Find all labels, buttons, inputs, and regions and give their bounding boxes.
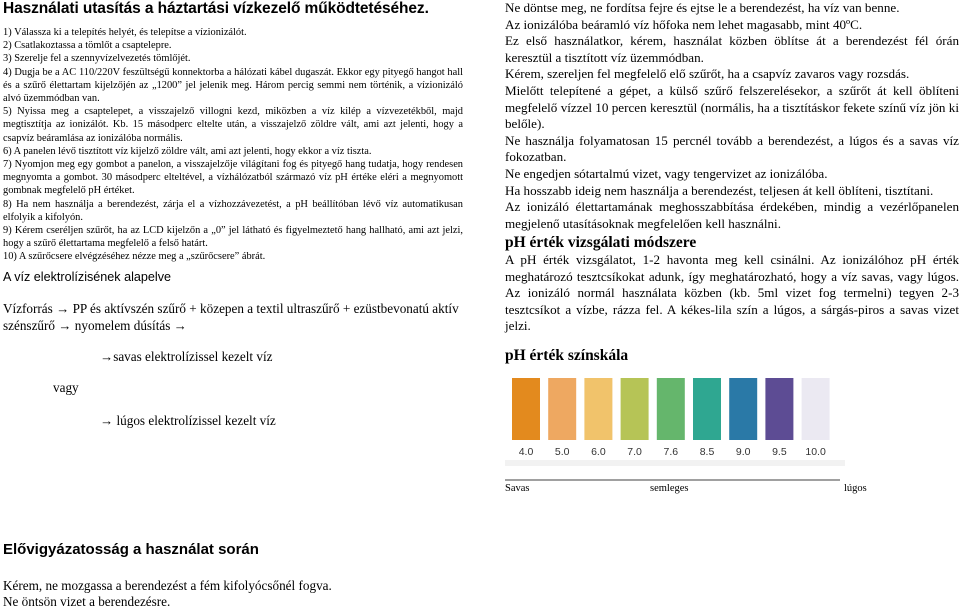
- step-item: 1) Válassza ki a telepítés helyét, és telepítse a vízionizálót.: [3, 27, 247, 38]
- ph-color-bar: [657, 378, 685, 440]
- or-text: vagy: [53, 380, 79, 395]
- filtration-flow: Vízforrás → PP és aktívszén szűrő + közepen a textil ultraszűrő + ezüstbevonatú aktív szénszűrő → nyomelem dúsítás →: [3, 301, 459, 333]
- note-paragraph: Mielőtt telepítené a gépet, a külső szűrő felszerelésekor, a szűrőt át kell öblíteni megfelelő vízzel 10 percen keresztül (normális, ha a tisztításkor fekete színű víz jön ki belőle).: [505, 82, 959, 132]
- acid-label: Savas: [505, 483, 530, 494]
- ph-color-bar: [512, 378, 540, 440]
- scale-baseline: [505, 460, 845, 466]
- step-item: 10) A szűrőcsere elvégzéséhez nézze meg a „szűrőcsere” ábrát.: [3, 251, 266, 263]
- electrolysis-heading: A víz elektrolízisének alapelve: [3, 270, 172, 284]
- ph-color-bar: [765, 378, 793, 440]
- precautions-heading: Elővigyázatosság a használat során: [3, 541, 259, 558]
- installation-steps: [3, 26, 463, 264]
- step-item: 2) Csatlakoztassa a tömlőt a csaptelepre.: [3, 40, 172, 52]
- precaution-line: Ne öntsön vizet a berendezésre.: [3, 594, 171, 610]
- usage-notes: [505, 0, 959, 232]
- alkaline-label: lúgos: [844, 483, 867, 494]
- neutral-label: semleges: [650, 483, 689, 494]
- ph-value-label: 7.0: [627, 446, 642, 458]
- ph-value-label: 9.5: [772, 446, 787, 458]
- ph-color-chart: [505, 370, 960, 490]
- ph-scale-heading: pH érték színskála: [505, 347, 629, 364]
- note-paragraph: Ne engedjen sótartalmú vizet, vagy tengervizet az ionizálóba.: [505, 165, 828, 181]
- note-paragraph: Az ionizáló élettartamának meghosszabbítása érdekében, mindig a vezérlőpanelen megjelenő utasításoknak megfelelően kell használni.: [505, 199, 959, 231]
- ph-color-bar: [729, 378, 757, 440]
- ph-value-label: 6.0: [591, 446, 606, 458]
- note-paragraph: Ha hosszabb ideig nem használja a berendezést, teljesen át kell öblíteni, tisztítani.: [505, 182, 934, 198]
- precautions-text: [3, 578, 332, 611]
- precaution-line: Kérem, ne mozgassa a berendezést a fém kifolyócsőnél fogva.: [3, 578, 332, 593]
- ph-value-label: 5.0: [554, 446, 570, 458]
- note-paragraph: Ez első használatkor, kérem, használat közben öblítse át a berendezést fél órán keresztül a tisztított víz üzemmódban.: [505, 33, 959, 65]
- ph-value-label: 9.0: [735, 446, 751, 458]
- note-paragraph: Kérem, szereljen fel megfelelő elő szűrőt, ha a csapvíz zavaros vagy rozsdás.: [505, 66, 910, 82]
- page-title: Használati utasítás a háztartási vízkezelő működtetéséhez.: [3, 0, 429, 17]
- ph-color-bar: [584, 378, 612, 440]
- step-item: 5) Nyissa meg a csaptelepet, a visszajelző villogni kezd, miközben a víz kilép a vízvezetékből, majd megtisztítja az ionizálót. Kb. 15 másodperc eltelte után, a visszajelző zöldre vált, ami azt jelenti, hogy a csapvíz beáramlása az ionizálóba normális.: [3, 106, 463, 144]
- ph-test-heading: pH érték vizsgálati módszere: [505, 234, 697, 251]
- ph-value-label: 10.0: [805, 446, 826, 458]
- step-item: 4) Dugja be a AC 110/220V feszültségű konnektorba a hálózati kábel dugaszát. Ekkor egy pityegő hangot hall és a szűrő élettartam kijelzőjén az „1200” jel jelenik meg. Három percig semmi nem történik, a vízionizáló alvó üzemmódban van.: [3, 66, 463, 105]
- ph-value-label: 7.6: [663, 446, 679, 458]
- step-item: 3) Szerelje fel a szennyvízelvezetés tömlőjét.: [3, 53, 191, 65]
- step-item: 6) A panelen lévő tisztított víz kijelző zöldre vált, ami azt jelenti, hogy ekkor a víz tiszta.: [3, 145, 372, 157]
- alkaline-water-line: → lúgos elektrolízissel kezelt víz: [100, 413, 276, 428]
- ph-test-text: A pH érték vizsgálatot, 1-2 havonta meg kell csinálni. Az ionizálóhoz pH érték meghatározó tesztcsíkokat adunk, így meghatározható, hogy a víz savas, vagy lúgos. Az ionizáló normál használata közben (kb. 5ml vizet fog termelni) tegyen 2-3 tesztcsíkot a vízbe, rázza fel. A kékes-lila szín a lúgos, a sárgás-piros a savas vizet jelzi.: [505, 252, 959, 334]
- ph-color-bar: [621, 378, 649, 440]
- note-paragraph: Az ionizálóba beáramló víz hőfoka nem lehet magasabb, mint 40ºC.: [505, 16, 863, 32]
- step-item: 7) Nyomjon meg egy gombot a panelon, a visszajelzője világítani fog és pityegő hang tudatja, hogy rendesen megnyomta a gombot. 30 másodperc elteltével, a vízhálózatból származó víz pH értéke eléri a megnyomott gombnak megfelelő pH értéket.: [3, 159, 463, 197]
- ph-value-label: 4.0: [518, 446, 534, 458]
- acidic-water-line: →savas elektrolízissel kezelt víz: [100, 349, 273, 364]
- ph-value-label: 8.5: [699, 446, 715, 458]
- ph-color-bar: [802, 378, 830, 440]
- step-item: 8) Ha nem használja a berendezést, zárja el a vízhozzávezetést, a pH beállítóban lévő víz automatikusan elfolyik a kifolyón.: [3, 198, 463, 223]
- ph-color-bar: [548, 378, 576, 440]
- step-item: 9) Kérem cseréljen szűrőt, ha az LCD kijelzőn a „0” jel látható és figyelmeztető hang hallható, ami azt jelzi, hogy a szűrő élettartama megfelelő a felső határt.: [3, 225, 463, 250]
- note-paragraph: Ne döntse meg, ne fordítsa fejre és ejtse le a berendezést, ha víz van benne.: [505, 0, 900, 15]
- ph-color-bar: [693, 378, 721, 440]
- note-paragraph: Ne használja folyamatosan 15 percnél tovább a berendezést, a lúgos és a savas víz fokozatban.: [505, 132, 959, 165]
